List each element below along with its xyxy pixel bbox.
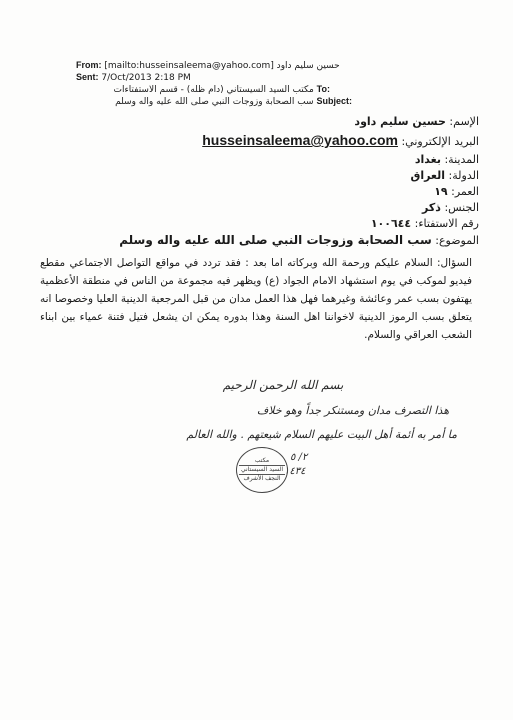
answer-line-1: هذا التصرف مدان ومستنكر جداً وهو خلاف bbox=[256, 404, 449, 417]
name-label: الإسم: bbox=[449, 115, 479, 128]
answer-line-2: ما أمر به أئمة أهل البيت عليهم السلام شيعتهم . والله العالم bbox=[186, 428, 457, 441]
to-value: مكتب السيد السيستاني (دام ظله) - قسم الاستفتاءات bbox=[113, 85, 314, 95]
question-paragraph: السؤال: السلام عليكم ورحمة الله وبركاته اما بعد : فقد تردد في مواقع التواصل الاجتماعي مقطع فيديو لموكب في يوم استشهاد الامام الجواد (ع) ويظهر فيه مجموعة من الناس في منطقة الأعظمية يهتفون بسب عمر وعائشة وغيرهما فهل هذا العمل مدان من قبل المرجعية الدينية العليا وخصوصا انه يتعلق بسب الرموز الدينية لاخواننا اهل السنة وهذا بدوره يمكن ان يشعل فتيل فتنة عمياء بين ابناء الشعب العراقي والسلام. bbox=[40, 257, 472, 341]
header-subject-row bbox=[60, 95, 352, 108]
age-field bbox=[434, 184, 479, 200]
from-value: حسين سليم داود [mailto:husseinsaleema@yahoo.com] bbox=[104, 61, 340, 71]
stamp-top-text: مكتب bbox=[254, 457, 270, 464]
city-label: المدينة: bbox=[444, 153, 479, 166]
answer-date-day: ٢/ ٥ bbox=[290, 452, 308, 463]
email-value[interactable]: husseinsaleema@yahoo.com bbox=[202, 132, 398, 148]
gender-field bbox=[422, 200, 479, 216]
city-value: بغداد bbox=[414, 153, 441, 166]
email-label: البريد الإلكتروني: bbox=[401, 135, 479, 148]
topic-field bbox=[119, 232, 479, 249]
country-label: الدولة: bbox=[448, 169, 479, 182]
name-field bbox=[354, 114, 479, 130]
from-label: From: bbox=[76, 60, 102, 70]
stamp-middle-text: السيد السيستاني bbox=[240, 466, 284, 473]
subject-value: سب الصحابة وزوجات النبي صلى الله عليه واله وسلم bbox=[115, 97, 314, 107]
country-value: العراق bbox=[410, 169, 446, 182]
topic-label: الموضوع: bbox=[435, 234, 479, 247]
fatwa-label: رقم الاستفتاء: bbox=[414, 217, 479, 230]
basmala: بسم الله الرحمن الرحيم bbox=[222, 378, 344, 392]
topic-value: سب الصحابة وزوجات النبي صلى الله عليه واله وسلم bbox=[119, 233, 432, 247]
name-value: حسين سليم داود bbox=[354, 115, 446, 128]
age-label: العمر: bbox=[451, 185, 479, 198]
age-value: ١٩ bbox=[434, 185, 448, 198]
email-field bbox=[202, 132, 479, 150]
fatwa-number-field bbox=[371, 216, 479, 232]
city-field bbox=[415, 152, 479, 168]
office-stamp bbox=[236, 447, 288, 493]
to-label: To: bbox=[316, 84, 330, 94]
country-field bbox=[410, 168, 479, 184]
sent-label: Sent: bbox=[76, 72, 99, 82]
answer-date-year: ١٤٣٤ bbox=[284, 466, 306, 477]
gender-value: ذكر bbox=[422, 201, 441, 214]
subject-label: Subject: bbox=[316, 96, 352, 106]
gender-label: الجنس: bbox=[444, 201, 479, 214]
sent-value: 7/Oct/2013 2:18 PM bbox=[101, 73, 191, 83]
stamp-bottom-text: النجف الأشرف bbox=[243, 475, 281, 482]
fatwa-value: ١٠٠٦٤٤ bbox=[370, 217, 412, 230]
